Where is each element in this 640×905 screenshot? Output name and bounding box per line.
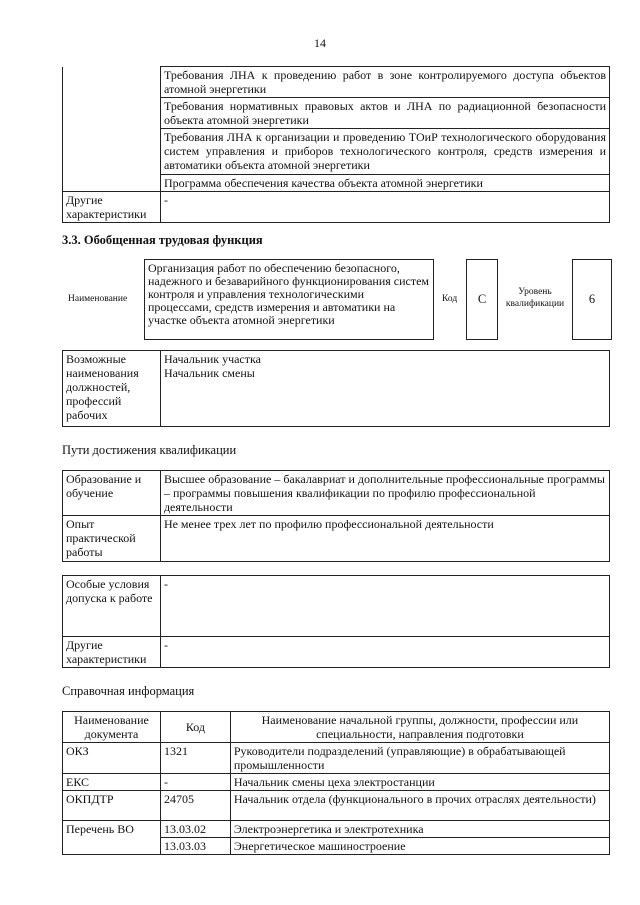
row-code: 13.03.02 xyxy=(160,821,230,838)
other-characteristics-label: Другие характеристики xyxy=(63,192,161,223)
row-document: ЕКС xyxy=(63,774,161,791)
requirement-item: Требования ЛНА к организации и проведению ТОиР технологического оборудования систем управления и приборов технологического контроля, средств измерения и автоматики объекта атомной энергетики xyxy=(160,129,609,175)
position-item: Начальник участка xyxy=(163,352,261,366)
code-value: С xyxy=(477,292,487,306)
row-document: Перечень ВО xyxy=(63,821,161,855)
education-label: Образование и обучение xyxy=(63,471,161,516)
table-row xyxy=(63,791,610,821)
position-item: Начальник смены xyxy=(163,366,255,380)
name-label: Наименование xyxy=(68,294,128,304)
other-value: - xyxy=(160,637,609,668)
table-row xyxy=(63,774,610,791)
level-value: 6 xyxy=(588,292,596,306)
requirement-item: Требования ЛНА к проведению работ в зоне контролируемого доступа объектов атомной энергетики xyxy=(160,67,609,98)
experience-label: Опыт практической работы xyxy=(63,516,161,562)
row-document: ОКЗ xyxy=(63,743,161,774)
function-name-box xyxy=(144,259,434,340)
row-name: Электроэнергетика и электротехника xyxy=(230,821,609,838)
requirements-table xyxy=(62,66,610,223)
header-name: Наименование начальной группы, должности, профессии или специальности, направления подготовки xyxy=(230,712,609,743)
paths-heading: Пути достижения квалификации xyxy=(62,443,237,457)
section-title: 3.3. Обобщенная трудовая функция xyxy=(62,233,263,247)
table-row xyxy=(63,821,610,838)
other-characteristics-value: - xyxy=(160,192,609,223)
row-code: 24705 xyxy=(160,791,230,821)
row-name: Руководители подразделений (управляющие) в обрабатывающей промышленности xyxy=(230,743,609,774)
positions-table xyxy=(62,350,610,427)
special-conditions-table xyxy=(62,575,610,668)
experience-value: Не менее трех лет по профилю профессиональной деятельности xyxy=(160,516,609,562)
level-label: Уровень квалификации xyxy=(505,287,565,309)
code-box xyxy=(466,259,498,340)
header-document: Наименование документа xyxy=(63,712,161,743)
empty-cell xyxy=(63,67,161,192)
requirement-item: Программа обеспечения качества объекта атомной энергетики xyxy=(160,175,609,192)
conditions-label: Особые условия допуска к работе xyxy=(63,576,161,637)
positions-label: Возможные наименования должностей, профессий рабочих xyxy=(63,351,161,427)
row-code: 1321 xyxy=(160,743,230,774)
function-name-value: Организация работ по обеспечению безопасного, надежного и безаварийного функционирования систем контроля и управления технологическими процессами, средств измерения и автоматики на участке объекта атомной энергетики xyxy=(148,261,429,327)
row-name: Начальник смены цеха электростанции xyxy=(230,774,609,791)
row-name: Энергетическое машиностроение xyxy=(230,838,609,855)
positions-values xyxy=(160,351,609,427)
conditions-value: - xyxy=(160,576,609,637)
header-code: Код xyxy=(160,712,230,743)
table-row xyxy=(63,743,610,774)
row-code: 13.03.03 xyxy=(160,838,230,855)
code-label: Код xyxy=(442,294,458,304)
row-document: ОКПДТР xyxy=(63,791,161,821)
page-number: 14 xyxy=(314,36,326,50)
other-label: Другие характеристики xyxy=(63,637,161,668)
reference-heading: Справочная информация xyxy=(62,684,195,698)
reference-table xyxy=(62,711,610,855)
requirement-item: Требования нормативных правовых актов и ЛНА по радиационной безопасности объекта атомной энергетики xyxy=(160,98,609,129)
row-code: - xyxy=(160,774,230,791)
row-name: Начальник отдела (функционального в прочих отраслях деятельности) xyxy=(230,791,609,821)
paths-table xyxy=(62,470,610,562)
education-value: Высшее образование – бакалавриат и дополнительные профессиональные программы – программы повышения квалификации по профилю профессиональной деятельности xyxy=(160,471,609,516)
level-box xyxy=(572,259,612,340)
